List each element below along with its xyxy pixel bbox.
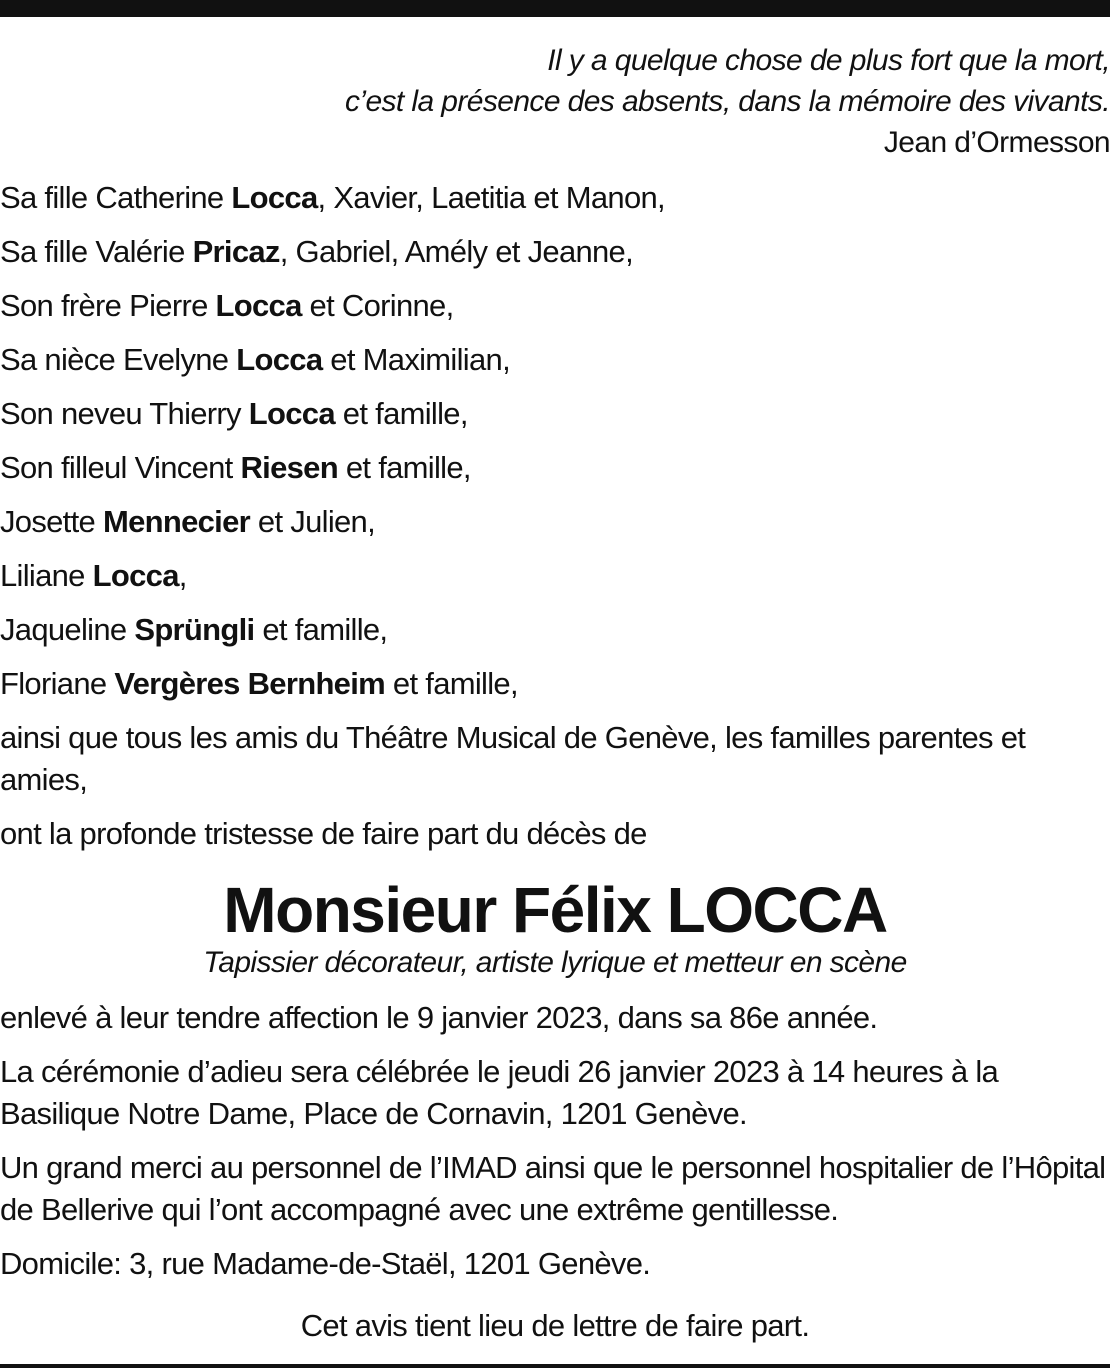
mourner-text: Son filleul Vincent — [0, 450, 241, 485]
mourner-surname: Locca — [236, 342, 323, 377]
domicile-paragraph: Domicile: 3, rue Madame-de-Staël, 1201 Genève. — [0, 1246, 651, 1281]
closing-note: Cet avis tient lieu de lettre de faire part. — [300, 1308, 810, 1343]
thanks-paragraph: Un grand merci au personnel de l’IMAD ainsi que le personnel hospitalier de l’Hôpital de Bellerive qui l’ont accompagné avec une extrême gentillesse. — [0, 1150, 1106, 1227]
mourner-line — [0, 501, 1110, 543]
mourner-text: et Corinne, — [301, 288, 454, 323]
mourner-surname: Locca — [248, 396, 335, 431]
bottom-rule — [0, 1364, 1110, 1368]
obituary-notice — [0, 40, 1110, 1347]
mourner-text: Floriane — [0, 666, 115, 701]
mourner-text: Son neveu Thierry — [0, 396, 249, 431]
mourner-line — [0, 177, 1110, 219]
mourner-line — [0, 393, 1110, 435]
mourner-text: Liliane — [0, 558, 93, 593]
mourner-text: , Xavier, Laetitia et Manon, — [317, 180, 665, 215]
death-paragraph: enlevé à leur tendre affection le 9 janvier 2023, dans sa 86e année. — [0, 1000, 878, 1035]
mourner-text: Sa fille Catherine — [0, 180, 232, 215]
mourner-text: et famille, — [254, 612, 388, 647]
mourner-line — [0, 663, 1110, 705]
mourner-surname: Locca — [231, 180, 318, 215]
epigraph-line-1: Il y a quelque chose de plus fort que la mort, — [547, 44, 1110, 77]
epigraph-line-2: c’est la présence des absents, dans la mémoire des vivants. — [344, 85, 1110, 118]
mourner-text: Sa fille Valérie — [0, 234, 193, 269]
mourner-text: et Julien, — [250, 504, 376, 539]
mourner-line — [0, 555, 1110, 597]
mourner-surname: Sprüngli — [134, 612, 255, 647]
mourner-text: , — [178, 558, 187, 593]
mourner-surname: Riesen — [240, 450, 338, 485]
ceremony-paragraph: La cérémonie d’adieu sera célébrée le jeudi 26 janvier 2023 à 14 heures à la Basilique Notre Dame, Place de Cornavin, 1201 Genève. — [0, 1054, 999, 1131]
mourner-text: Josette — [0, 504, 103, 539]
mourner-surname: Locca — [215, 288, 302, 323]
mourner-surname: Pricaz — [192, 234, 280, 269]
mourner-text: Son frère Pierre — [0, 288, 216, 323]
mourner-text: et famille, — [334, 396, 468, 431]
top-rule — [0, 0, 1110, 17]
mourner-line — [0, 231, 1110, 273]
mourner-line — [0, 339, 1110, 381]
mourner-text: et famille, — [337, 450, 471, 485]
mourner-text: Sa nièce Evelyne — [0, 342, 237, 377]
mourner-line — [0, 609, 1110, 651]
mourner-text: et famille, — [385, 666, 518, 701]
epigraph-author: Jean d’Ormesson — [883, 126, 1110, 159]
deceased-role: Tapissier décorateur, artiste lyrique et metteur en scène — [203, 946, 907, 979]
announcement-line: ont la profonde tristesse de faire part du décès de — [0, 816, 647, 851]
mourner-line — [0, 447, 1110, 489]
mourner-surname: Mennecier — [102, 504, 251, 539]
deceased-name: Monsieur Félix LOCCA — [223, 874, 887, 946]
mourner-text: et Maximilian, — [322, 342, 510, 377]
friends-line: ainsi que tous les amis du Théâtre Musical de Genève, les familles parentes et amies, — [0, 720, 1026, 797]
mourner-surname: Vergères Bernheim — [114, 666, 385, 701]
mourner-text: Jaqueline — [0, 612, 135, 647]
mourners-list — [0, 177, 1110, 705]
mourner-surname: Locca — [92, 558, 179, 593]
mourner-text: , Gabriel, Amély et Jeanne, — [279, 234, 634, 269]
epigraph — [0, 40, 1110, 163]
mourner-line — [0, 285, 1110, 327]
